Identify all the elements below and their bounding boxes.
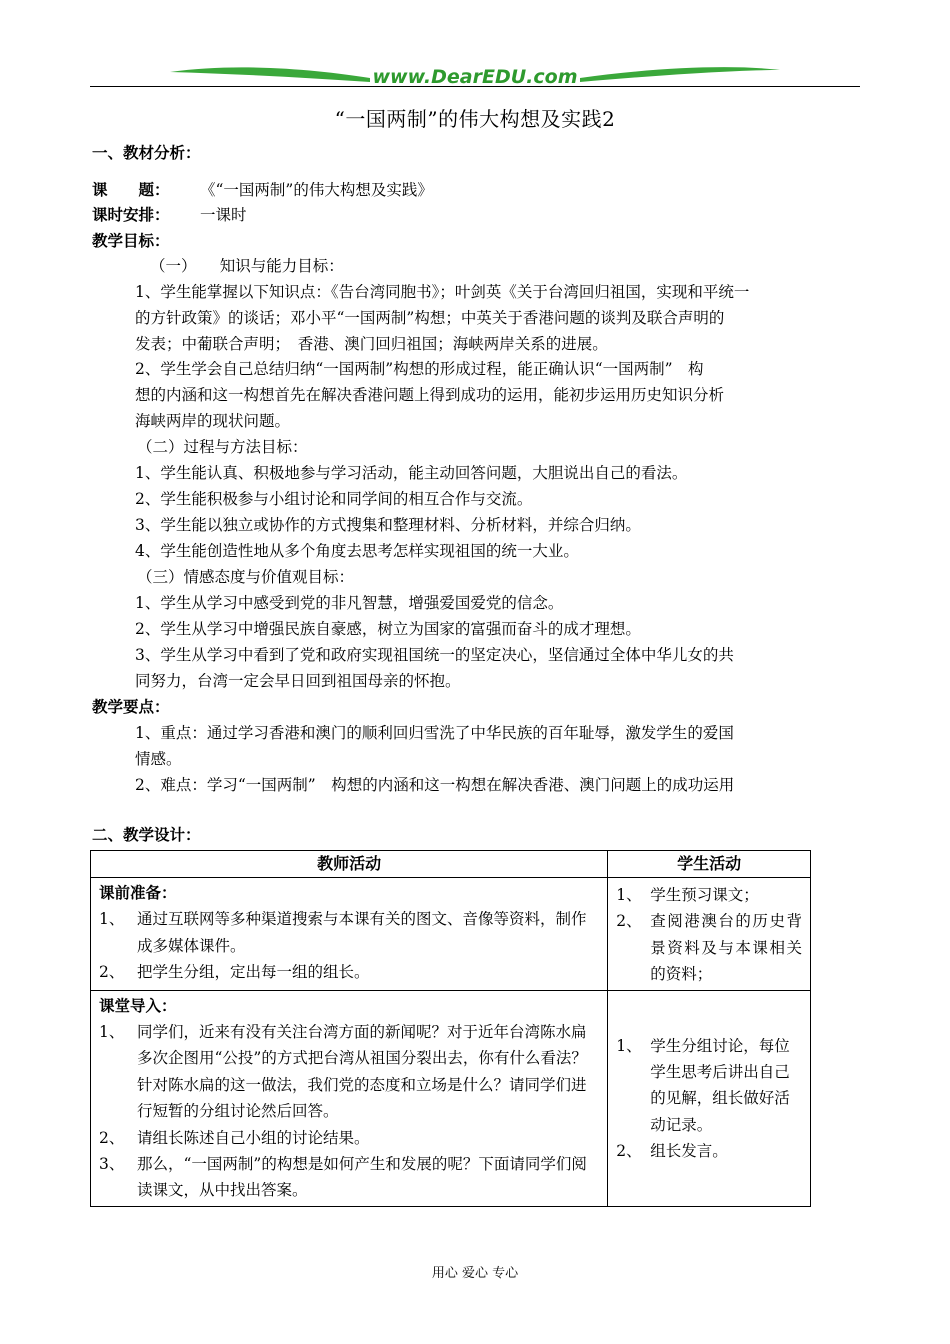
item-text: 查阅港澳台的历史背景资料及与本课相关的资料； — [650, 912, 802, 984]
topic-label: 课 题： — [92, 180, 170, 199]
goal-1-line: 的方针政策》的谈话；邓小平“一国两制”构想；中英关于香港问题的谈判及联合声明的 — [135, 309, 725, 327]
goal-2-line: 2、学生能积极参与小组讨论和同学间的相互合作与交流。 — [135, 490, 533, 508]
teacher-cell — [91, 878, 608, 991]
goal-3-line: 同努力，台湾一定会早日回到祖国母亲的怀抱。 — [135, 672, 461, 690]
goal-3-line: 2、学生从学习中增强民族自豪感，树立为国家的富强而奋斗的成才理想。 — [135, 620, 641, 638]
item-text: 学生分组讨论，每位学生思考后讲出自己的见解，组长做好活动记录。 — [650, 1036, 790, 1134]
item-number: 2、 — [616, 912, 642, 931]
item-text: 那么，“一国两制”的构想是如何产生和发展的呢？下面请同学们阅读课文，从中找出答案。 — [137, 1155, 587, 1200]
header-rule — [90, 86, 860, 87]
topic-value: 《“一国两制”的伟大构想及实践》 — [200, 181, 433, 199]
schedule-row — [92, 205, 247, 225]
goal-2-heading: （二）过程与方法目标： — [137, 438, 308, 456]
item-number: 1、 — [616, 1036, 642, 1055]
goal-1-heading: （一） 知识与能力目标： — [150, 257, 344, 275]
goals-label: 教学目标： — [92, 231, 170, 250]
column-header-student: 学生活动 — [608, 851, 811, 878]
list-item — [99, 1125, 599, 1151]
goal-1-line: 海峡两岸的现状问题。 — [135, 412, 291, 430]
section-heading-analysis: 一、教材分析： — [92, 143, 201, 162]
goal-1-line: 发表；中葡联合声明； 香港、澳门回归祖国；海峡两岸关系的进展。 — [135, 335, 608, 353]
page-footer: 用心 爱心 专心 — [431, 1266, 519, 1281]
topic-row — [92, 180, 433, 200]
list-item — [616, 1033, 802, 1139]
item-number: 2、 — [99, 963, 125, 982]
keypoints-label: 教学要点： — [92, 697, 170, 716]
goal-2-line: 3、学生能以独立或协作的方式搜集和整理材料、分析材料，并综合归纳。 — [135, 516, 641, 534]
item-text: 同学们，近来有没有关注台湾方面的新闻呢？对于近年台湾陈水扁多次企图用“公投”的方式把台湾从祖国分裂出去，你有什么看法？针对陈水扁的这一做法，我们党的态度和立场是什么？请同学们进行短暂的分组讨论然后回答。 — [137, 1023, 587, 1121]
item-number: 3、 — [99, 1155, 125, 1174]
column-header-teacher: 教师活动 — [91, 851, 608, 878]
section-heading-design: 二、教学设计： — [92, 825, 201, 844]
item-text: 把学生分组，定出每一组的组长。 — [137, 963, 370, 982]
teacher-cell — [91, 990, 608, 1206]
item-number: 2、 — [616, 1142, 642, 1161]
goal-1-line: 2、学生学会自己总结归纳“一国两制”构想的形成过程，能正确认识“一国两制” 构 — [135, 360, 704, 378]
item-number: 1、 — [99, 1023, 125, 1042]
keypoint-line: 情感。 — [135, 750, 182, 768]
student-cell — [608, 878, 811, 991]
goal-2-line: 1、学生能认真、积极地参与学习活动，能主动回答问题，大胆说出自己的看法。 — [135, 464, 688, 482]
list-item — [99, 1151, 599, 1204]
row-heading: 课前准备： — [99, 883, 177, 902]
goal-1-line: 1、学生能掌握以下知识点：《告台湾同胞书》；叶剑英《关于台湾回归祖国，实现和平统一 — [135, 283, 750, 301]
schedule-label: 课时安排： — [92, 205, 170, 224]
table-header-row — [91, 851, 811, 878]
table-row — [91, 878, 811, 991]
item-text: 学生预习课文； — [650, 886, 759, 904]
student-cell — [608, 990, 811, 1206]
keypoint-line: 2、难点：学习“一国两制” 构想的内涵和这一构想在解决香港、澳门问题上的成功运用 — [135, 776, 735, 794]
goal-3-line: 1、学生从学习中感受到党的非凡智慧，增强爱国爱党的信念。 — [135, 594, 564, 612]
item-text: 请组长陈述自己小组的讨论结果。 — [137, 1128, 370, 1147]
item-text: 组长发言。 — [650, 1142, 728, 1161]
teaching-design-table — [90, 850, 811, 1207]
list-item — [616, 908, 802, 987]
list-item — [616, 882, 802, 908]
list-item — [99, 906, 599, 959]
item-text: 通过互联网等多种渠道搜索与本课有关的图文、音像等资料，制作成多媒体课件。 — [137, 910, 587, 955]
goal-2-line: 4、学生能创造性地从多个角度去思考怎样实现祖国的统一大业。 — [135, 542, 579, 560]
schedule-value: 一课时 — [200, 206, 247, 224]
item-number: 2、 — [99, 1128, 125, 1147]
keypoint-line: 1、重点：通过学习香港和澳门的顺利回归雪洗了中华民族的百年耻辱，激发学生的爱国 — [135, 724, 734, 742]
goal-1-line: 想的内涵和这一构想首先在解决香港问题上得到成功的运用，能初步运用历史知识分析 — [135, 386, 725, 404]
list-item — [99, 1019, 599, 1125]
page-title: “一国两制”的伟大构想及实践2 — [334, 107, 616, 131]
row-heading: 课堂导入： — [99, 995, 177, 1015]
list-item — [616, 1138, 802, 1164]
item-number: 1、 — [616, 886, 642, 904]
goal-3-line: 3、学生从学习中看到了党和政府实现祖国统一的坚定决心，坚信通过全体中华儿女的共 — [135, 646, 734, 664]
logo-text: www.DearEDU.com — [372, 66, 578, 88]
list-item — [99, 959, 599, 985]
table-row — [91, 990, 811, 1206]
header-logo — [90, 60, 860, 100]
goal-3-heading: （三）情感态度与价值观目标： — [137, 568, 355, 586]
item-number: 1、 — [99, 910, 125, 929]
